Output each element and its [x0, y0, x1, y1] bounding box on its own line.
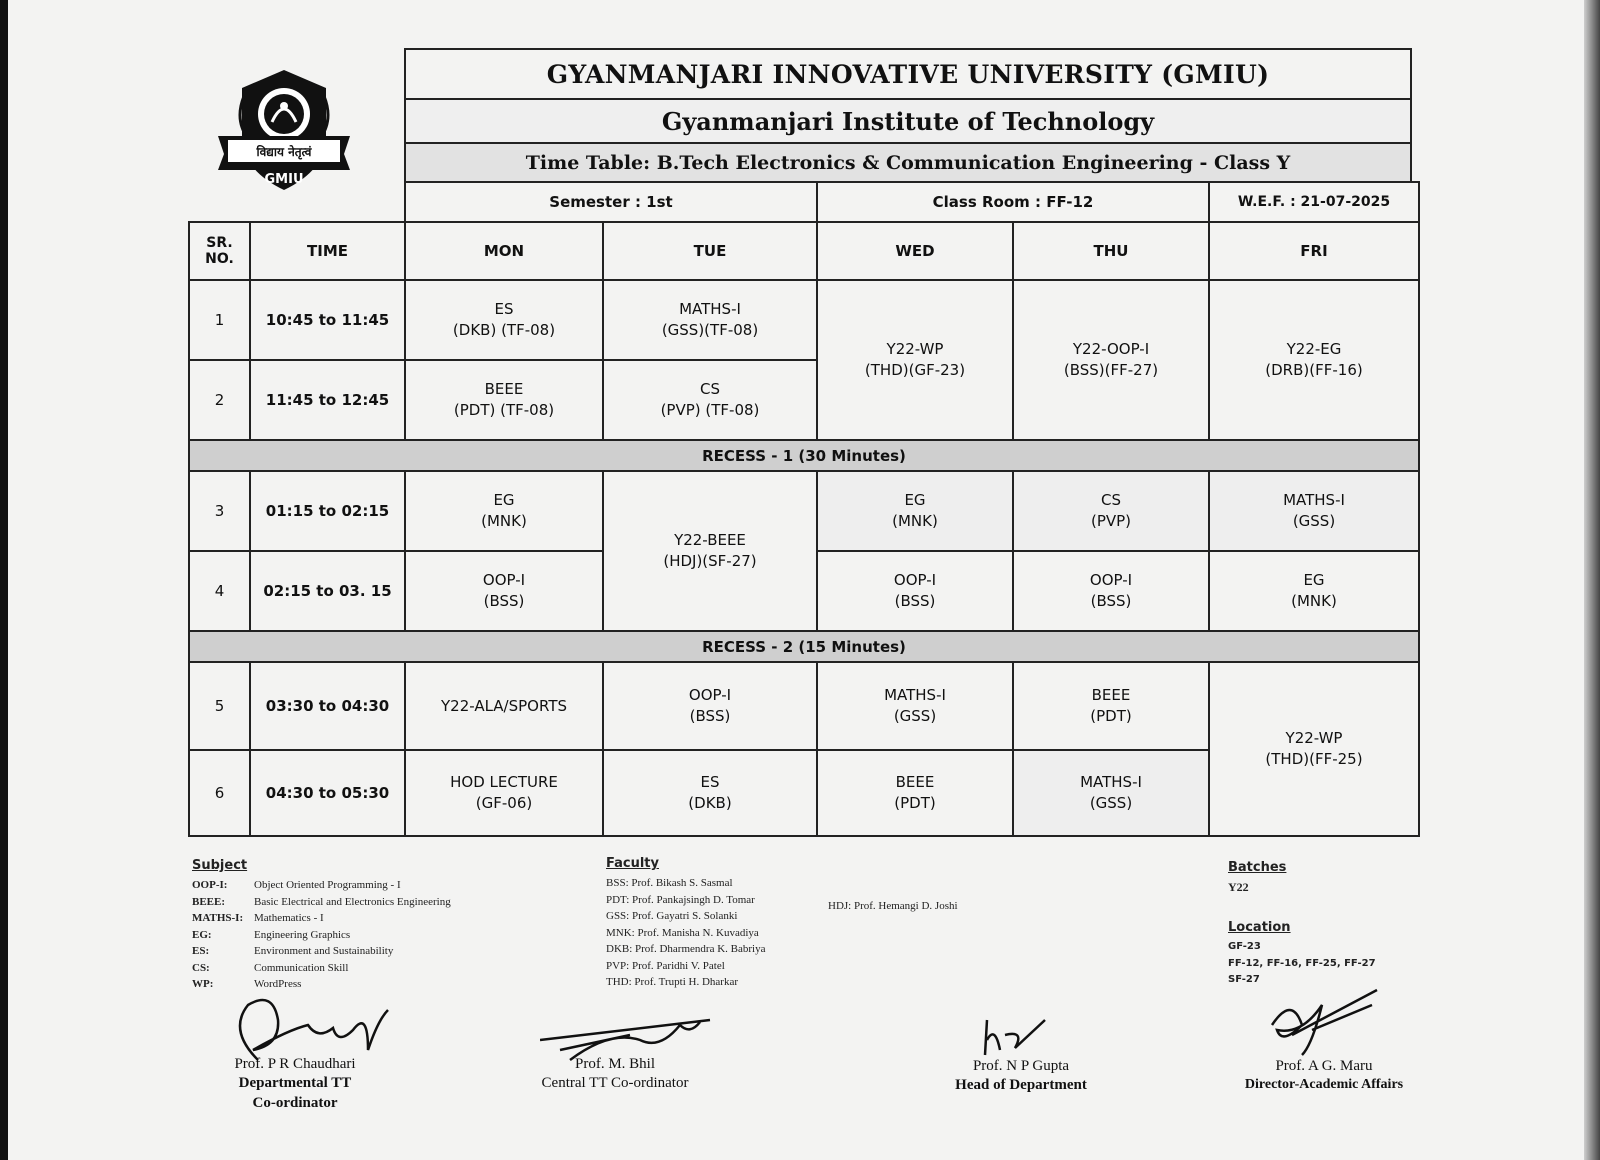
signature-block-1 [220, 1056, 370, 1113]
cell-fri: Y22-WP (THD)(FF-25) [1209, 662, 1419, 836]
legend-item: CS: Communication Skill [192, 961, 349, 974]
sr-no: 2 [189, 360, 250, 440]
cell-tue: Y22-BEEE (HDJ)(SF-27) [603, 471, 817, 631]
classroom: Class Room : FF-12 [817, 182, 1209, 222]
faculty-item: PDT: Prof. Pankajsingh D. Tomar [606, 893, 755, 906]
timetable [188, 181, 1420, 837]
cell-mon: ES (DKB) (TF-08) [405, 280, 603, 360]
signer-role: Co-ordinator [252, 1095, 338, 1111]
sr-no: 3 [189, 471, 250, 551]
institute-name: Gyanmanjari Institute of Technology [404, 98, 1412, 142]
signer-role: Head of Department [955, 1077, 1087, 1093]
signer-name: Prof. N P Gupta [972, 1058, 1070, 1074]
faculty-item: GSS: Prof. Gayatri S. Solanki [606, 910, 738, 922]
paper-edge-right [1584, 0, 1600, 1160]
gmiu-logo [214, 66, 354, 194]
recess-2: RECESS - 2 (15 Minutes) [189, 631, 1419, 662]
col-header-mon: MON [405, 222, 603, 280]
col-header-tue: TUE [603, 222, 817, 280]
cell-tue: MATHS-I (GSS)(TF-08) [603, 280, 817, 360]
faculty-item: BSS: Prof. Bikash S. Sasmal [606, 877, 733, 889]
legend-item: OOP-I: Object Oriented Programming - I [192, 879, 401, 891]
period-time: 02:15 to 03. 15 [250, 551, 405, 631]
cell-fri: MATHS-I (GSS) [1209, 471, 1419, 551]
cell-wed: OOP-I (BSS) [817, 551, 1013, 631]
signature-gupta [975, 1010, 1055, 1060]
recess-1: RECESS - 1 (30 Minutes) [189, 440, 1419, 471]
signer-role: Departmental TT [238, 1075, 352, 1091]
signature-block-4 [1224, 1058, 1424, 1095]
sr-no: 4 [189, 551, 250, 631]
cell-mon: OOP-I (BSS) [405, 551, 603, 631]
cell-tue: OOP-I (BSS) [603, 662, 817, 750]
signer-role: Director-Academic Affairs [1244, 1077, 1404, 1092]
location-line: FF-12, FF-16, FF-25, FF-27 [1228, 957, 1376, 969]
timetable-title: Time Table: B.Tech Electronics & Communication Engineering - Class Y [404, 142, 1412, 182]
header-block [404, 48, 1412, 182]
faculty-item: MNK: Prof. Manisha N. Kuvadiya [606, 926, 759, 939]
cell-wed: EG (MNK) [817, 471, 1013, 551]
cell-thu: CS (PVP) [1013, 471, 1209, 551]
legend-item: WP: WordPress [192, 978, 302, 990]
university-name: GYANMANJARI INNOVATIVE UNIVERSITY (GMIU) [404, 48, 1412, 98]
recess-row [189, 440, 1419, 471]
sr-no: 6 [189, 750, 250, 836]
cell-tue: CS (PVP) (TF-08) [603, 360, 817, 440]
faculty-legend [606, 856, 765, 991]
cell-mon: Y22-ALA/SPORTS [405, 662, 603, 750]
col-header-sr: SR. NO. [189, 222, 250, 280]
logo-motto: विद्याय नेतृत्वं [256, 145, 312, 159]
faculty-item: THD: Prof. Trupti H. Dharkar [606, 976, 738, 988]
cell-tue: ES (DKB) [603, 750, 817, 836]
batches-block [1228, 860, 1286, 896]
col-header-thu: THU [1013, 222, 1209, 280]
batches-title: Batches [1228, 860, 1287, 875]
subject-legend [192, 858, 451, 993]
col-header-time: TIME [250, 222, 405, 280]
period-time: 11:45 to 12:45 [250, 360, 405, 440]
signer-name: Prof. A G. Maru [1275, 1058, 1373, 1074]
recess-row [189, 631, 1419, 662]
signature-block-2 [520, 1056, 710, 1093]
sr-no: 1 [189, 280, 250, 360]
faculty-item: HDJ: Prof. Hemangi D. Joshi [828, 900, 958, 912]
faculty-item: DKB: Prof. Dharmendra K. Babriya [606, 943, 766, 955]
cell-mon: EG (MNK) [405, 471, 603, 551]
legend-item: BEEE: Basic Electrical and Electronics Engineering [192, 895, 451, 908]
faculty-legend-col2 [828, 898, 958, 915]
cell-wed: MATHS-I (GSS) [817, 662, 1013, 750]
cell-thu: BEEE (PDT) [1013, 662, 1209, 750]
location-block [1228, 920, 1376, 989]
cell-wed: BEEE (PDT) [817, 750, 1013, 836]
period-time: 03:30 to 04:30 [250, 662, 405, 750]
faculty-item: PVP: Prof. Paridhi V. Patel [606, 959, 725, 972]
period-time: 01:15 to 02:15 [250, 471, 405, 551]
location-line: SF-27 [1228, 974, 1260, 985]
cell-mon: HOD LECTURE (GF-06) [405, 750, 603, 836]
wef-date: W.E.F. : 21-07-2025 [1209, 182, 1419, 222]
cell-fri: EG (MNK) [1209, 551, 1419, 631]
period-time: 04:30 to 05:30 [250, 750, 405, 836]
signature-block-3 [936, 1058, 1106, 1095]
subject-title: Subject [192, 858, 248, 873]
legend-item: EG: Engineering Graphics [192, 928, 351, 941]
col-header-wed: WED [817, 222, 1013, 280]
signer-name: Prof. M. Bhil [574, 1056, 655, 1072]
legend-item: ES: Environment and Sustainability [192, 945, 394, 957]
location-line: GF-23 [1228, 941, 1261, 952]
period-row [189, 280, 1419, 360]
location-title: Location [1228, 920, 1291, 935]
period-row [189, 471, 1419, 551]
meta-row [189, 182, 1419, 222]
signature-maru [1262, 985, 1382, 1065]
signer-role: Central TT Co-ordinator [541, 1075, 689, 1091]
batches-value: Y22 [1228, 880, 1249, 894]
semester: Semester : 1st [405, 182, 817, 222]
cell-mon: BEEE (PDT) (TF-08) [405, 360, 603, 440]
cell-thu: MATHS-I (GSS) [1013, 750, 1209, 836]
cell-thu: OOP-I (BSS) [1013, 551, 1209, 631]
sr-no: 5 [189, 662, 250, 750]
cell-wed: Y22-WP (THD)(GF-23) [817, 280, 1013, 440]
signer-name: Prof. P R Chaudhari [234, 1056, 356, 1072]
faculty-title: Faculty [606, 856, 659, 871]
period-row [189, 662, 1419, 750]
paper-edge-left [0, 0, 8, 1160]
period-time: 10:45 to 11:45 [250, 280, 405, 360]
cell-thu: Y22-OOP-I (BSS)(FF-27) [1013, 280, 1209, 440]
column-header-row [189, 222, 1419, 280]
legend-item: MATHS-I: Mathematics - I [192, 912, 324, 924]
col-header-fri: FRI [1209, 222, 1419, 280]
logo-text: GMIU [264, 172, 304, 187]
cell-fri: Y22-EG (DRB)(FF-16) [1209, 280, 1419, 440]
